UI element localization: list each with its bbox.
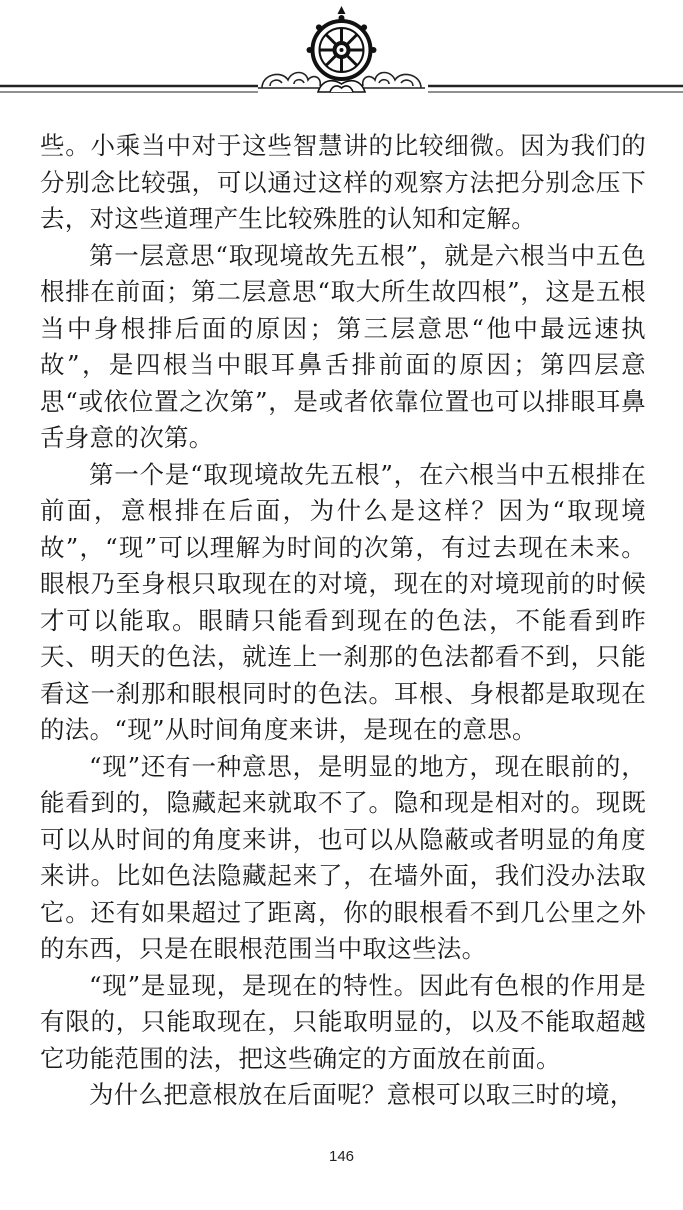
paragraph-1: 些。小乘当中对于这些智慧讲的比较细微。因为我们的分别念比较强，可以通过这样的观察方法把分别念压下去，对这些道理产生比较殊胜的认知和定解。 xyxy=(40,131,646,233)
paragraph-3: 第一个是“取现境故先五根”，在六根当中五根排在前面，意根排在后面，为什么是这样？因为“取现境故”，“现”可以理解为时间的次第，有过去现在未来。眼根乃至身根只取现在的对境，现在的对境现前的时候才可以能取。眼睛只能看到现在的色法，不能看到昨天、明天的色法，就连上一刹那的色法都看不到，只能看这一刹那和眼根同时的色法。耳根、身根都是取现在的法。“现”从时间角度来讲，是现在的意思。 xyxy=(40,459,646,744)
paragraph-6: 为什么把意根放在后面呢？意根可以取三时的境， xyxy=(89,1080,635,1109)
dharma-wheel-icon xyxy=(307,6,377,79)
paragraph-2: 第一层意思“取现境故先五根”，就是六根当中五色根排在前面；第二层意思“取大所生故四根”，这是五根当中身根排后面的原因；第三层意思“他中最远速执故”，是四根当中眼耳鼻舌排前面的原因；第四层意思“或依位置之次第”，是或者依靠位置也可以排眼耳鼻舌身意的次第。 xyxy=(40,240,646,452)
paragraph-4: “现”还有一种意思，是明显的地方，现在眼前的，能看到的，隐藏起来就取不了。隐和现是相对的。现既可以从时间的角度来讲，也可以从隐蔽或者明显的角度来讲。比如色法隐藏起来了，在墙外面，我们没办法取它。还有如果超过了距离，你的眼根看不到几公里之外的东西，只是在眼根范围当中取这些法。 xyxy=(40,751,646,963)
body-text xyxy=(40,128,646,1114)
header-ornament-graphic xyxy=(0,0,683,110)
paragraph-5: “现”是显现，是现在的特性。因此有色根的作用是有限的，只能取现在，只能取明显的，以及不能取超越它功能范围的法，把这些确定的方面放在前面。 xyxy=(40,970,646,1073)
page-header-ornament xyxy=(0,0,683,110)
page-number: 146 xyxy=(328,1148,355,1165)
